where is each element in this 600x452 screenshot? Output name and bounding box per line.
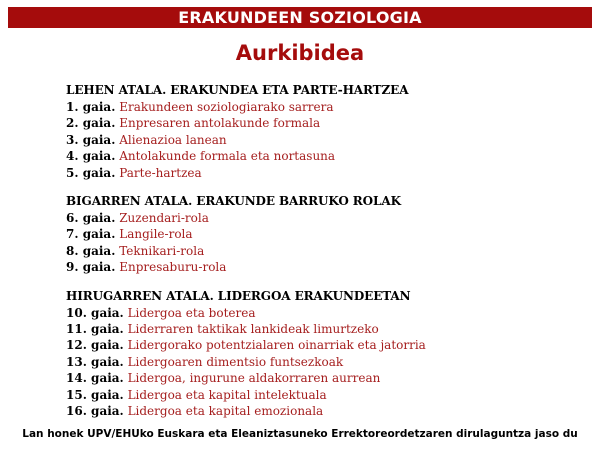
- topic-link[interactable]: Antolakunde formala eta nortasuna: [119, 149, 336, 164]
- topic-item: [66, 115, 586, 131]
- topic-number: 11. gaia.: [66, 322, 124, 337]
- topic-item: [66, 99, 586, 115]
- topic-link[interactable]: Lidergoa eta boterea: [127, 305, 256, 320]
- topic-link[interactable]: Alienazioa lanean: [119, 132, 227, 147]
- section-heading: BIGARREN ATALA. ERAKUNDE BARRUKO ROLAK: [66, 194, 401, 209]
- topic-item: [66, 354, 586, 370]
- topic-item: [66, 210, 586, 226]
- topic-item: [66, 305, 586, 321]
- topic-number: 14. gaia.: [66, 371, 124, 386]
- topic-number: 8. gaia.: [66, 243, 116, 258]
- topic-link[interactable]: Lidergorako potentzialaren oinarriak eta jatorria: [127, 338, 426, 353]
- funding-note: Lan honek UPV/EHUko Euskara eta Eleaniztasuneko Errektoreordetzaren dirulaguntza jaso du: [22, 428, 578, 440]
- topic-item: [66, 337, 586, 353]
- topic-item: [66, 165, 586, 181]
- table-of-contents: [66, 82, 586, 432]
- topic-number: 13. gaia.: [66, 354, 124, 369]
- topic-number: 15. gaia.: [66, 387, 124, 402]
- topic-item: [66, 148, 586, 164]
- page-title: Aurkibidea: [235, 41, 365, 65]
- topic-link[interactable]: Lidergoa eta kapital intelektuala: [127, 387, 327, 402]
- topic-number: 16. gaia.: [66, 404, 124, 419]
- topic-number: 5. gaia.: [66, 165, 116, 180]
- topic-link[interactable]: Erakundeen soziologiarako sarrera: [119, 100, 334, 114]
- topic-item: [66, 370, 586, 386]
- topic-link[interactable]: Zuzendari-rola: [119, 211, 209, 226]
- topic-link[interactable]: Langile-rola: [119, 227, 193, 242]
- topic-link[interactable]: Lidergoa eta kapital emozionala: [127, 404, 324, 419]
- topic-link[interactable]: Lidergoaren dimentsio funtsezkoak: [127, 354, 344, 369]
- topic-link[interactable]: Parte-hartzea: [119, 165, 202, 180]
- topic-number: 10. gaia.: [66, 305, 124, 320]
- section-part-3: [66, 288, 586, 420]
- topic-link[interactable]: Teknikari-rola: [119, 243, 205, 258]
- topic-item: [66, 387, 586, 403]
- header-banner: [8, 7, 592, 28]
- topic-link[interactable]: Lidergoa, ingurune aldakorraren aurrean: [127, 371, 381, 386]
- topic-item: [66, 259, 586, 275]
- topic-link[interactable]: Enpresaren antolakunde formala: [119, 116, 321, 131]
- topic-link[interactable]: Liderraren taktikak lankideak limurtzeko: [127, 322, 379, 337]
- section-part-2: [66, 193, 586, 276]
- topic-item: [66, 321, 586, 337]
- section-part-1: [66, 82, 586, 181]
- topic-item: [66, 132, 586, 148]
- topic-number: 2. gaia.: [66, 116, 116, 131]
- section-heading: LEHEN ATALA. ERAKUNDEA ETA PARTE-HARTZEA: [66, 83, 409, 97]
- topic-number: 3. gaia.: [66, 132, 116, 147]
- topic-number: 7. gaia.: [66, 227, 116, 242]
- topic-number: 6. gaia.: [66, 211, 116, 226]
- banner-title: ERAKUNDEEN SOZIOLOGIA: [178, 8, 422, 27]
- topic-item: [66, 226, 586, 242]
- topic-number: 9. gaia.: [66, 260, 116, 275]
- topic-number: 4. gaia.: [66, 149, 116, 164]
- topic-number: 12. gaia.: [66, 338, 124, 353]
- topic-number: 1. gaia.: [66, 100, 116, 114]
- section-heading: HIRUGARREN ATALA. LIDERGOA ERAKUNDEETAN: [66, 288, 411, 303]
- topic-link[interactable]: Enpresaburu-rola: [119, 260, 227, 275]
- topic-item: [66, 243, 586, 259]
- topic-item: [66, 403, 586, 419]
